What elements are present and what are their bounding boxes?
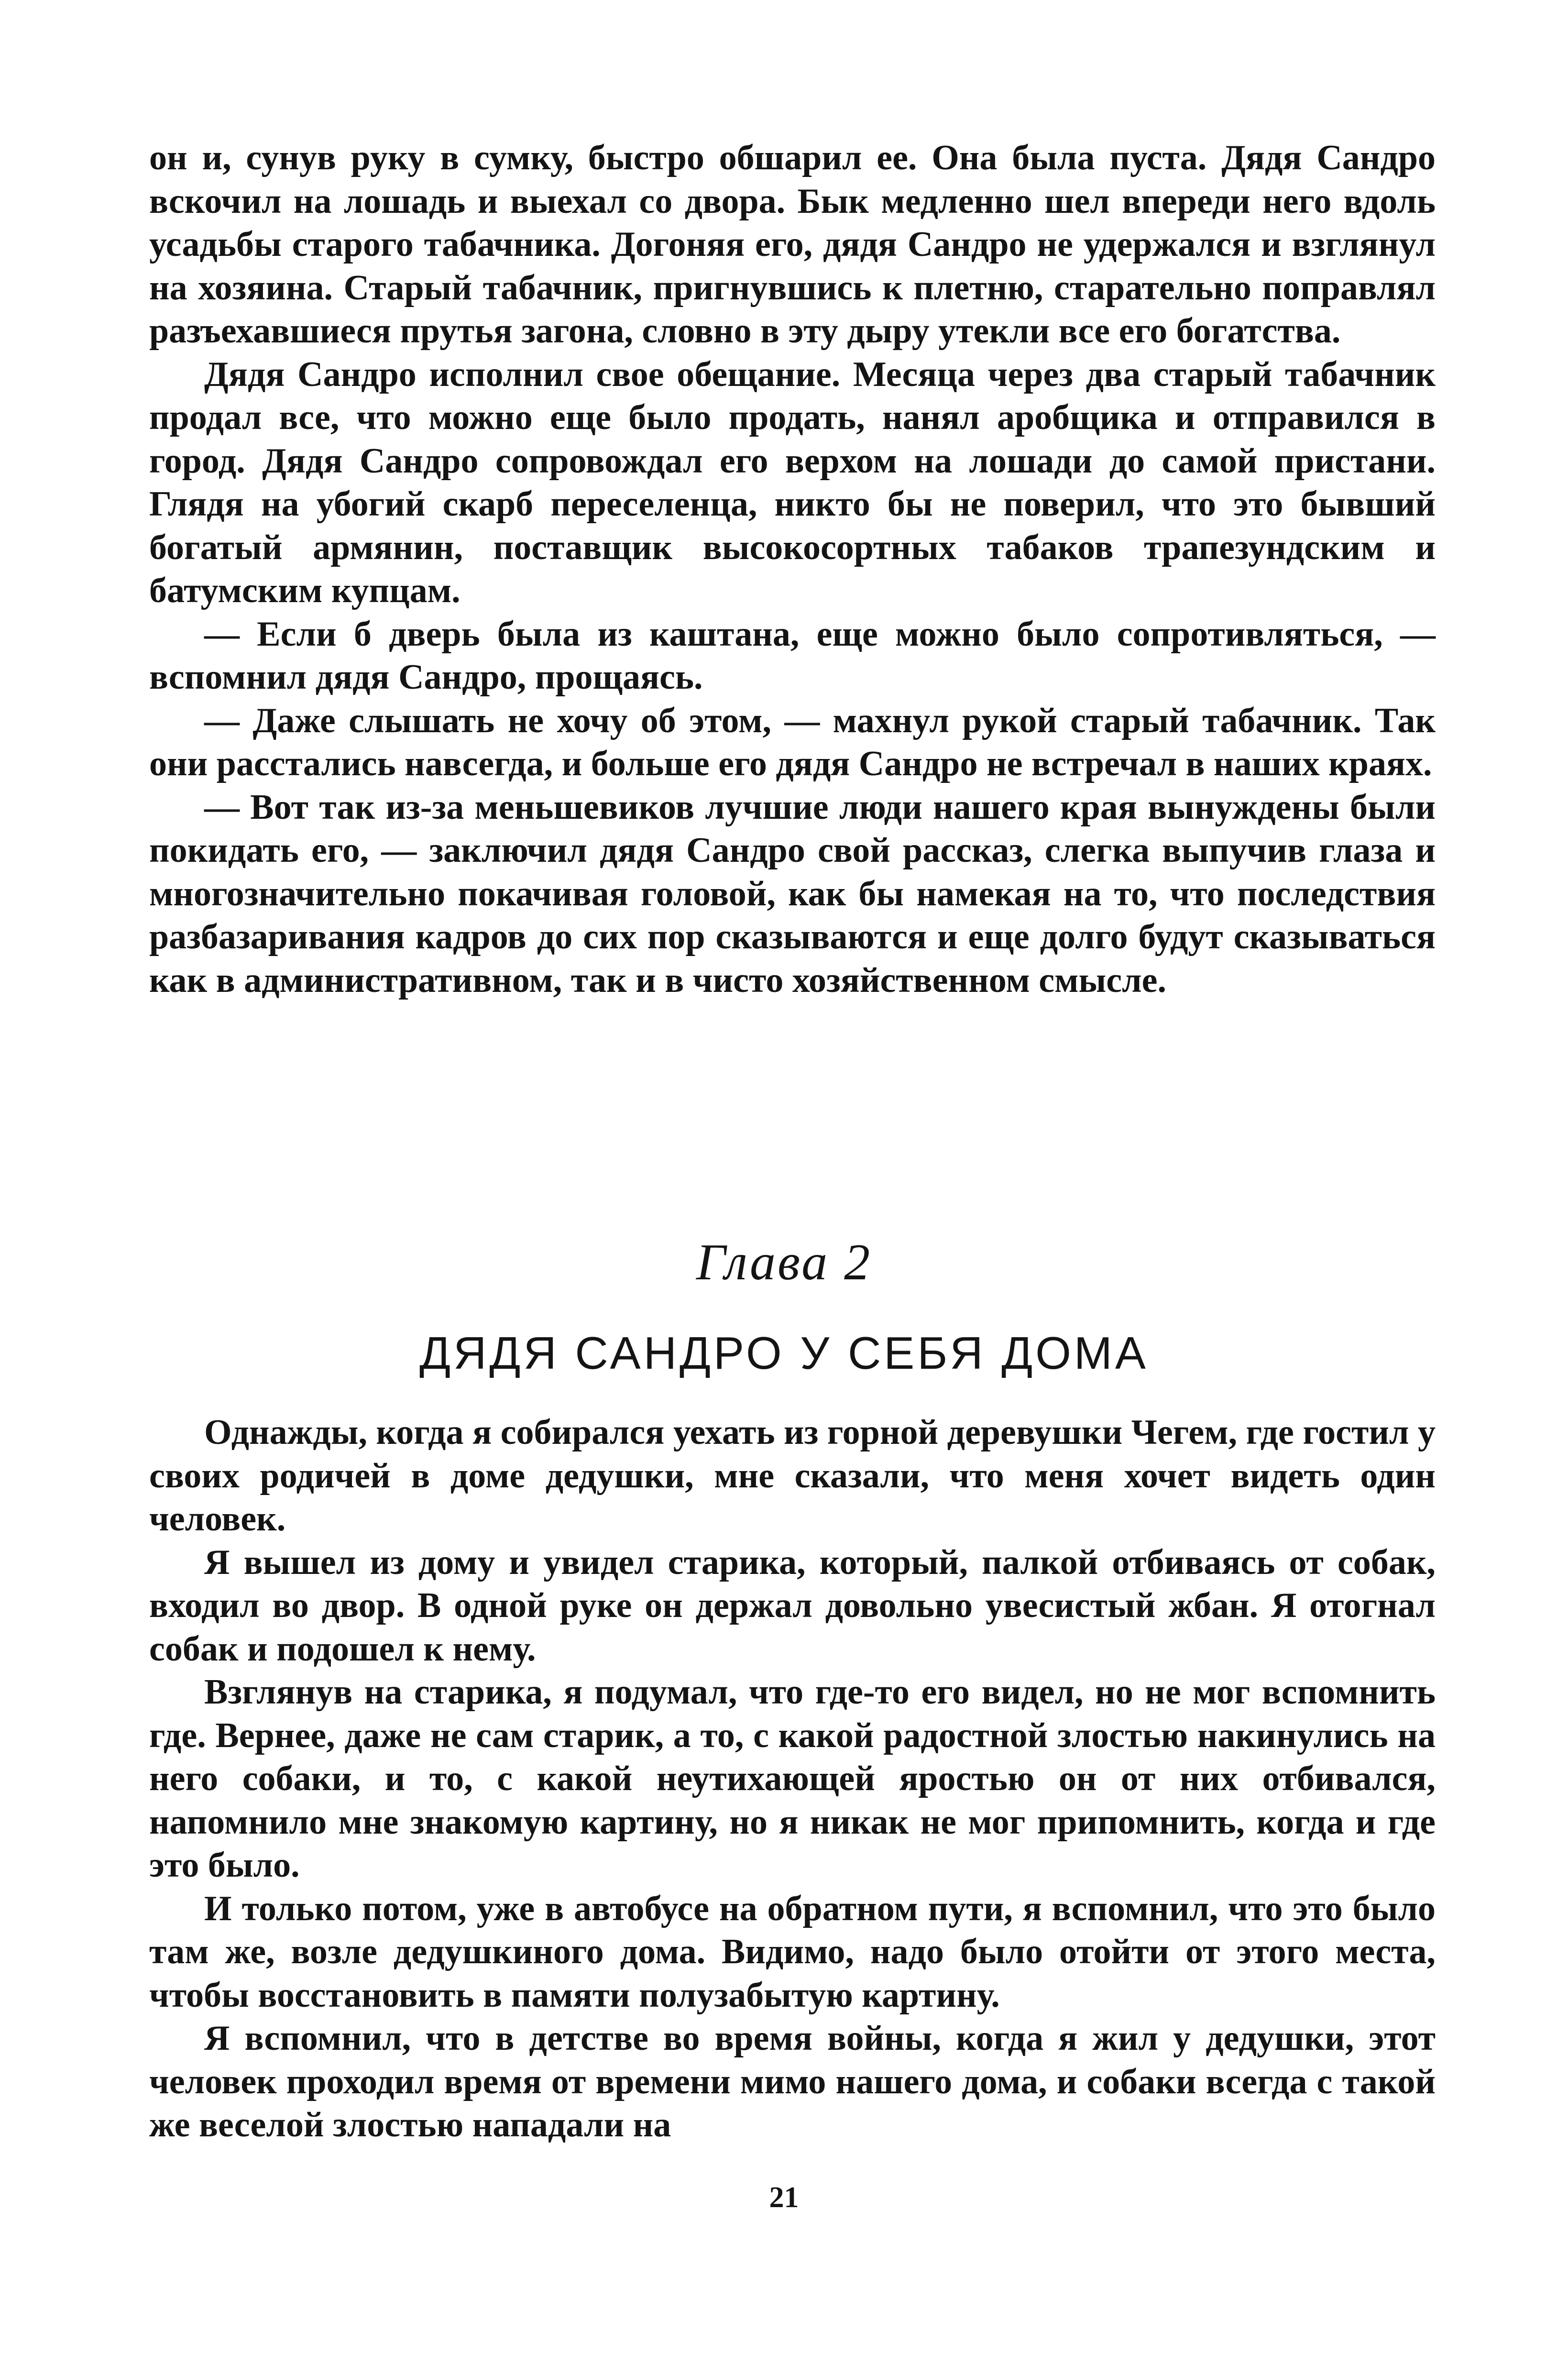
paragraph-dialogue: — Если б дверь была из каштана, еще можно было сопротивляться, — вспомнил дядя Сандро, прощаясь. bbox=[149, 614, 1436, 697]
chapter-number: Глава 2 bbox=[696, 1234, 872, 1291]
paragraph: Я вышел из дому и увидел старика, который, палкой отбиваясь от собак, входил во двор. В одной руке он держал довольно увесистый жбан. Я отогнал собак и подошел к нему. bbox=[149, 1542, 1436, 1669]
paragraph-continued: он и, сунув руку в сумку, быстро обшарил ее. Она была пуста. Дядя Сандро вскочил на лошадь и выехал со двора. Бык медленно шел впереди него вдоль усадьбы старого табачника. Догоняя его, дядя Сандро не удержался и взглянул на хозяина. Старый табачник, пригнувшись к плетню, старательно поправлял разъехавшиеся прутья загона, словно в эту дыру утекли все его богатства. bbox=[149, 138, 1436, 351]
paragraph: Дядя Сандро исполнил свое обещание. Месяца через два старый табачник продал все, что можно еще было продать, нанял аробщика и отправился в город. Дядя Сандро сопровождал его верхом на лошади до самой пристани. Глядя на убогий скарб переселенца, никто бы не поверил, что это бывший богатый армянин, поставщик высокосортных табаков трапезундским и батумским купцам. bbox=[149, 354, 1436, 610]
paragraph: Я вспомнил, что в детстве во время войны, когда я жил у дедушки, этот человек проходил время от времени мимо нашего дома, и собаки всегда с такой же веселой злостью нападали на bbox=[149, 2019, 1436, 2144]
paragraph: Однажды, когда я собирался уехать из горной деревушки Чегем, где гостил у своих родичей в доме дедушки, мне сказали, что меня хочет видеть один человек. bbox=[149, 1413, 1436, 1539]
paragraph-dialogue: — Даже слышать не хочу об этом, — махнул рукой старый табачник. Так они расстались навсегда, и больше его дядя Сандро не встречал в наших краях. bbox=[149, 701, 1436, 783]
paragraph-dialogue: — Вот так из-за меньшевиков лучшие люди нашего края вынуждены были покидать его, — заключил дядя Сандро свой рассказ, слегка выпучив глаза и многозначительно покачивая головой, как бы намекая на то, что последствия разбазаривания кадров до сих пор сказываются и еще долго будут сказываться как в административном, так и в чисто хозяйственном смысле. bbox=[149, 787, 1436, 1000]
paragraph: И только потом, уже в автобусе на обратном пути, я вспомнил, что это было там же, возле дедушкиного дома. Видимо, надо было отойти от этого места, чтобы восстановить в памяти полузабытую картину. bbox=[149, 1889, 1436, 2015]
bottom-text-block bbox=[149, 1411, 1436, 2147]
chapter-title: ДЯДЯ САНДРО У СЕБЯ ДОМА bbox=[419, 1328, 1149, 1379]
top-text-block bbox=[149, 136, 1436, 1002]
page-number: 21 bbox=[769, 2181, 799, 2214]
paragraph: Взглянув на старика, я подумал, что где-то его видел, но не мог вспомнить где. Вернее, даже не сам старик, а то, с какой радостной злостью накинулись на него собаки, и то, с какой неутихающей яростью он от них отбивался, напомнило мне знакомую картину, но я никак не мог припомнить, когда и где это было. bbox=[149, 1672, 1436, 1885]
